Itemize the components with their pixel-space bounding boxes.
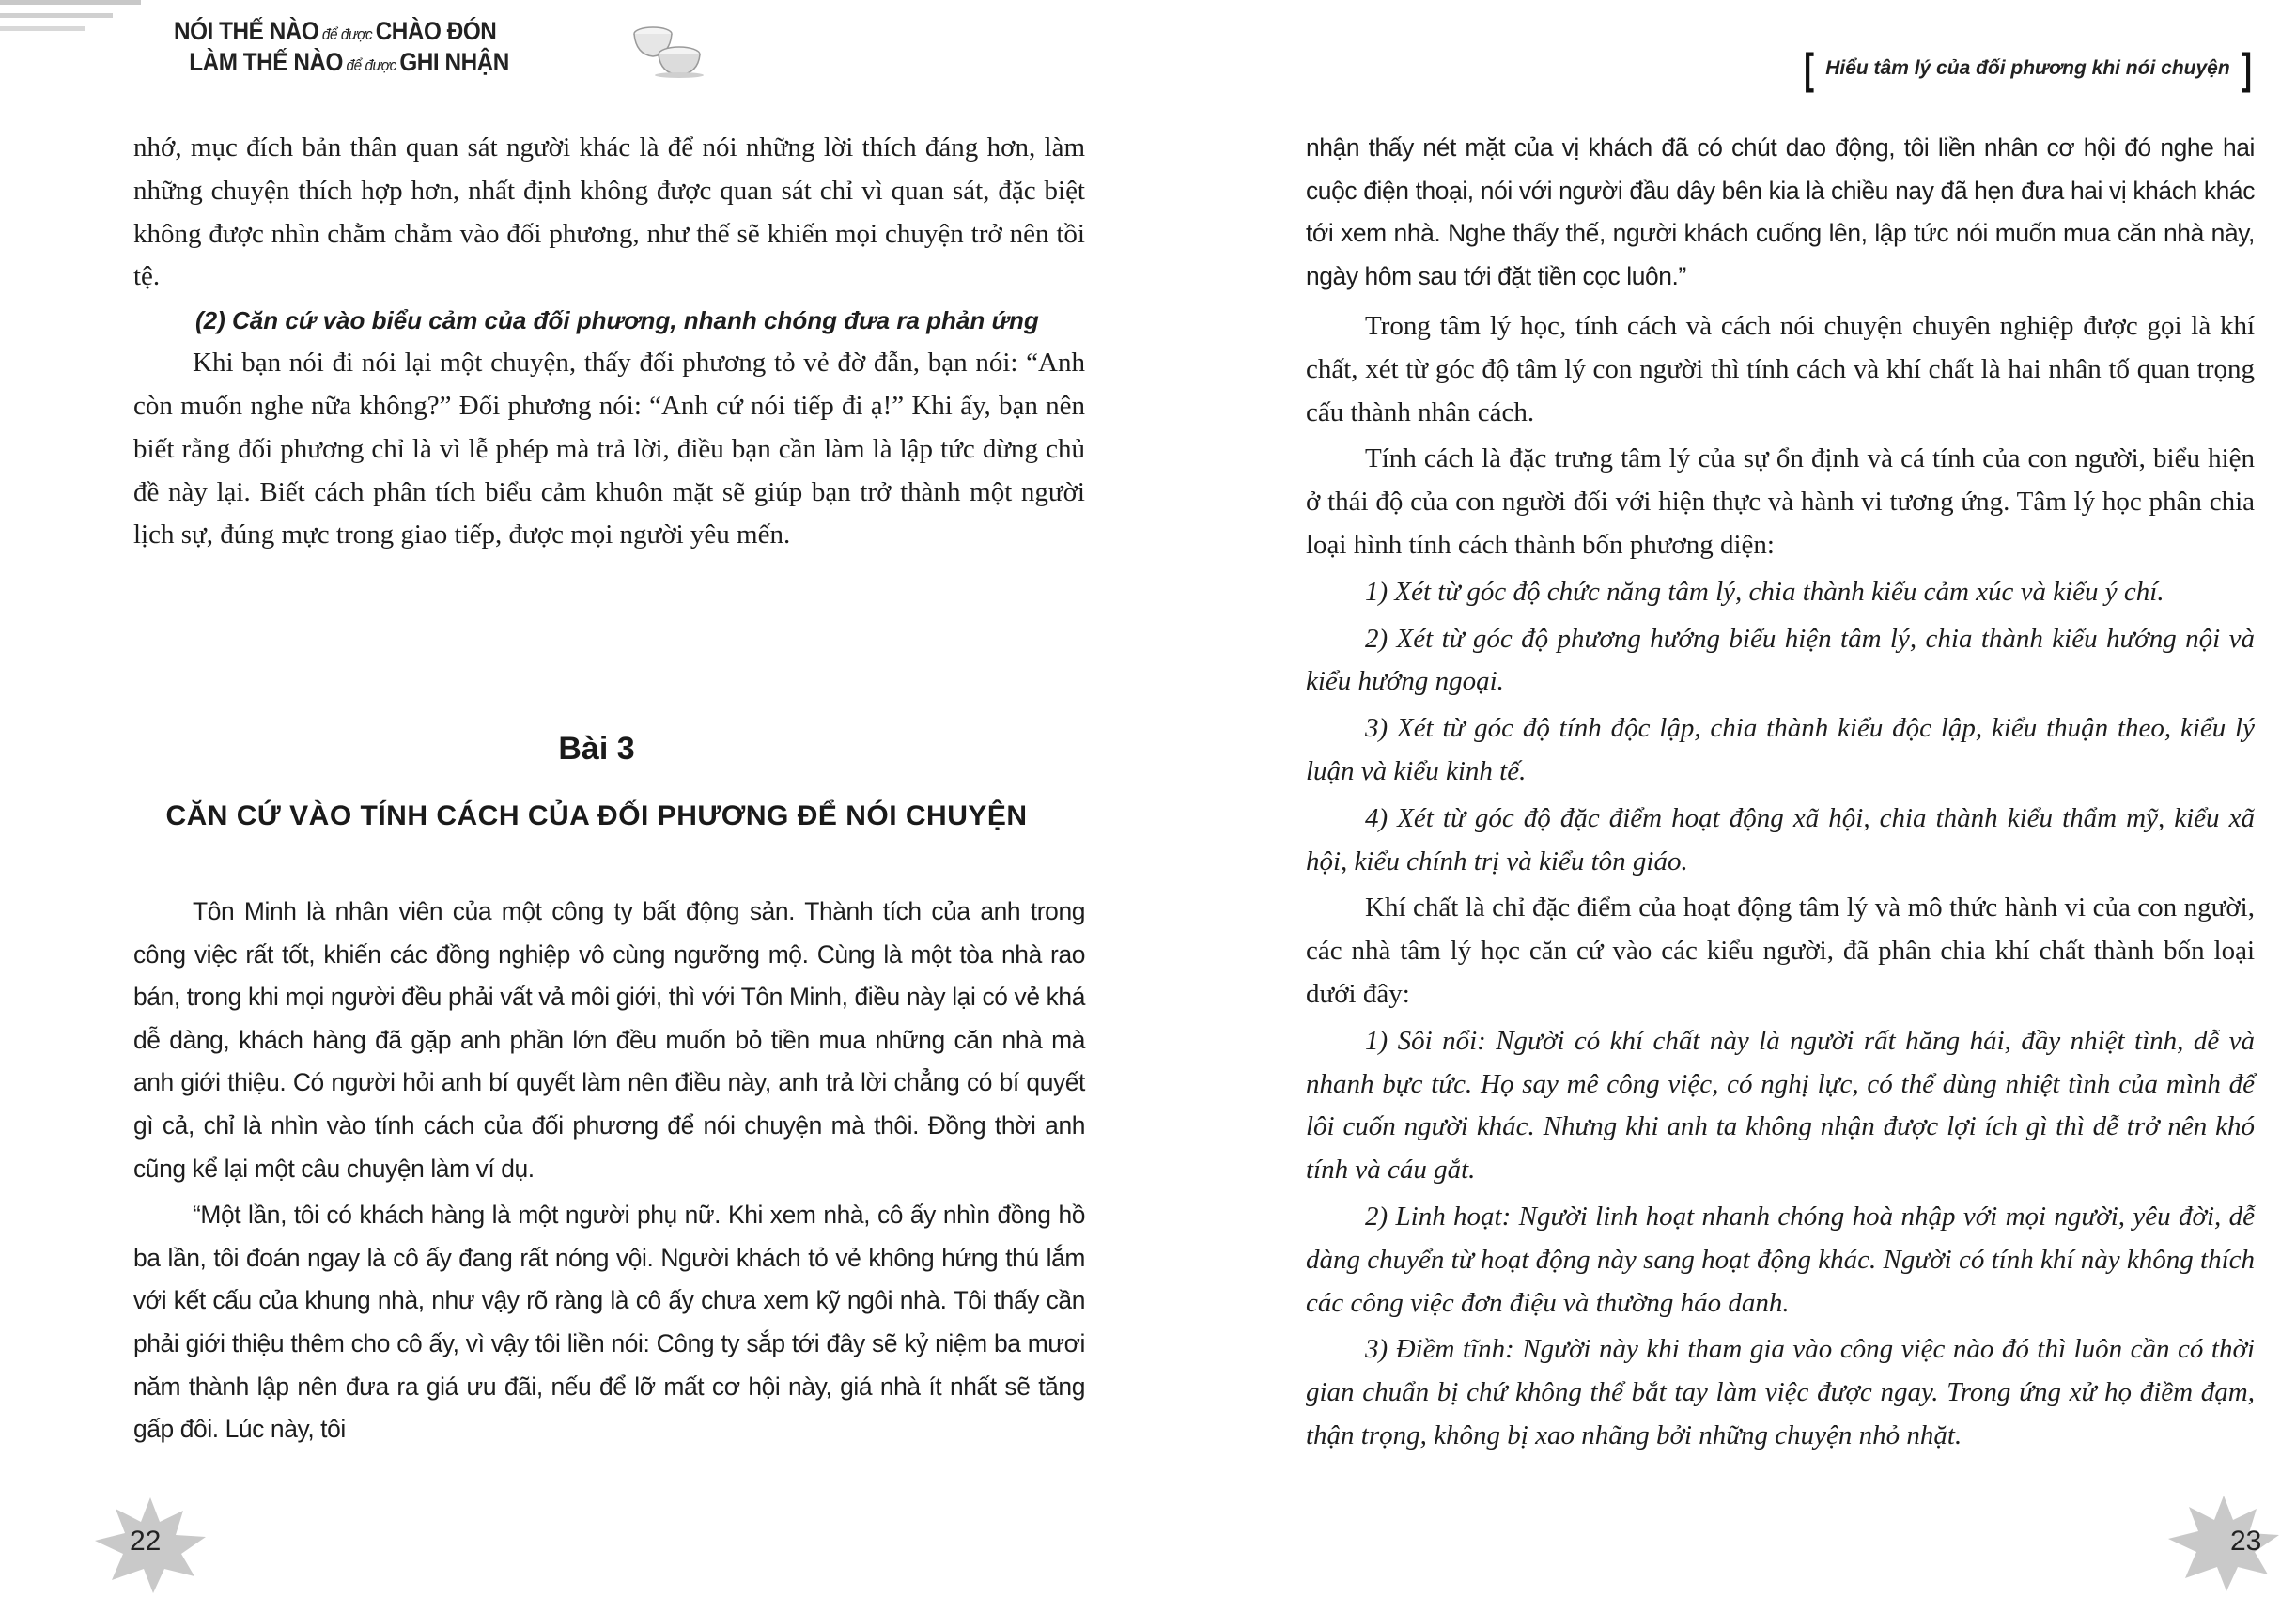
paragraph: “Một lần, tôi có khách hàng là một người phụ nữ. Khi xem nhà, cô ấy nhìn đồng hồ ba lần, tôi đoán ngay là cô ấy đang rất nóng vội. Người khách tỏ vẻ không hứng thú lắm với kết cấu của khung nhà, như vậy rõ ràng là cô ấy chưa xem kỹ ngôi nhà. Tôi thấy cần phải giới thiệu thêm cho cô ấy, vì vậy tôi liền nói: Công ty sắp tới đây sẽ kỷ niệm ba mươi năm thành lập nên đưa ra giá ưu đãi, nếu để lỡ mất cơ hội này, giá nhà ít nhất sẽ tăng gấp đôi. Lúc này, tôi: [133, 1201, 1085, 1444]
sub-heading: (2) Căn cứ vào biểu cảm của đối phương, nhanh chóng đưa ra phản ứng: [195, 306, 1039, 335]
bracket-right: ]: [2241, 44, 2252, 93]
page-number: 23: [2230, 1526, 2262, 1557]
series-title-part: để được: [346, 56, 396, 74]
right-page: [1148, 0, 2296, 1593]
left-page: [0, 0, 1148, 1593]
series-title-part: để được: [321, 25, 373, 43]
paragraph: nhớ, mục đích bản thân quan sát người khác là để nói những lời thích đáng hơn, làm những chuyện thích hợp hơn, nhất định không được quan sát chỉ vì quan sát, đặc biệt không được nhìn chằm chằm vào đối phương, như thế sẽ khiến mọi chuyện trở nên tồi tệ.: [133, 132, 1085, 292]
header-decoration-bars: [0, 0, 141, 39]
bracket-left: [: [1804, 44, 1814, 93]
list-item: 3) Xét từ góc độ tính độc lập, chia thành kiểu độc lập, kiểu thuận theo, kiểu lý luận và kiểu kinh tế.: [1306, 713, 2255, 786]
left-body-top: [133, 127, 1085, 557]
right-body: [1306, 305, 2255, 1458]
paragraph: Trong tâm lý học, tính cách và cách nói chuyện chuyên nghiệp được gọi là khí chất, xét từ góc độ tâm lý con người thì tính cách và khí chất là hai nhân tố quan trọng cấu thành nhân cách.: [1306, 311, 2255, 427]
paragraph: Tính cách là đặc trưng tâm lý của sự ổn định và cá tính của con người, biểu hiện ở thái độ của con người đối với hiện thực và hành vi tương ứng. Tâm lý học phân chia loại hình tính cách thành bốn phương diện:: [1306, 443, 2255, 560]
chapter-header: [1802, 44, 2254, 93]
series-title-part: CHÀO ĐÓN: [375, 17, 497, 45]
series-title: [174, 17, 509, 79]
paragraph: Khi bạn nói đi nói lại một chuyện, thấy đối phương tỏ vẻ đờ đẫn, bạn nói: “Anh còn muốn nghe nữa không?” Đối phương nói: “Anh cứ nói tiếp đi ạ!” Khi ấy, bạn nên biết rằng đối phương chỉ là vì lễ phép mà trả lời, điều bạn cần làm là lập tức dừng chủ đề này lại. Biết cách phân tích biểu cảm khuôn mặt sẽ giúp bạn trở thành một người lịch sự, đúng mực trong giao tiếp, được mọi người yêu mến.: [133, 348, 1085, 550]
series-title-part: LÀM THẾ NÀO: [189, 48, 343, 76]
right-body-story: [1306, 127, 2255, 298]
list-item: 3) Điềm tĩnh: Người này khi tham gia vào công việc nào đó thì luôn cần có thời gian chuẩn bị chứ không thể bắt tay làm việc được ngay. Trong ứng xử họ điềm đạm, thận trọng, không bị xao nhãng bởi những chuyện nhỏ nhặt.: [1306, 1334, 2255, 1450]
chapter-title: Hiểu tâm lý của đối phương khi nói chuyện: [1825, 57, 2230, 79]
list-item: 4) Xét từ góc độ đặc điểm hoạt động xã hội, chia thành kiểu thẩm mỹ, kiểu xã hội, kiểu chính trị và kiểu tôn giáo.: [1306, 802, 2255, 876]
paragraph: nhận thấy nét mặt của vị khách đã có chút dao động, tôi liền nhân cơ hội đó nghe hai cuộc điện thoại, nói với người đầu dây bên kia là chiều nay đã hẹn đưa hai vị khách khác tới xem nhà. Nghe thấy thế, người khách cuống lên, lập tức nói muốn mua căn nhà này, ngày hôm sau tới đặt tiền cọc luôn.”: [1306, 133, 2255, 290]
list-item: 2) Linh hoạt: Người linh hoạt nhanh chóng hoà nhập với mọi người, yêu đời, dễ dàng chuyển từ hoạt động này sang hoạt động khác. Người có tính khí này không thích các công việc đơn điệu và thường háo danh.: [1306, 1201, 2255, 1318]
series-title-part: NÓI THẾ NÀO: [174, 17, 319, 45]
maple-leaf-icon: [2163, 1492, 2285, 1595]
list-item: 1) Sôi nổi: Người có khí chất này là người rất hăng hái, đầy nhiệt tình, dễ và nhanh bực tức. Họ say mê công việc, có nghị lực, có thể dùng nhiệt tình của mình để lôi cuốn người khác. Nhưng khi anh ta không nhận được lợi ích gì thì dễ trở nên khó tính và cáu gắt.: [1306, 1025, 2255, 1186]
series-title-part: GHI NHẬN: [399, 48, 509, 76]
tea-cups-icon: [625, 13, 707, 79]
paragraph: Tôn Minh là nhân viên của một công ty bất động sản. Thành tích của anh trong công việc rất tốt, khiến các đồng nghiệp vô cùng ngưỡng mộ. Cùng là một tòa nhà rao bán, trong khi mọi người đều phải vất vả môi giới, thì với Tôn Minh, điều này lại có vẻ khá dễ dàng, khách hàng đã gặp anh phần lớn đều muốn bỏ tiền mua những căn nhà mà anh giới thiệu. Có người hỏi anh bí quyết làm nên điều này, anh trả lời chẳng có bí quyết gì cả, chỉ là nhìn vào tính cách của đối phương để nói chuyện mà thôi. Đồng thời anh cũng kể lại một câu chuyện làm ví dụ.: [133, 897, 1085, 1183]
page-number: 22: [130, 1526, 162, 1557]
left-body-story: [133, 891, 1085, 1451]
paragraph: Khí chất là chỉ đặc điểm của hoạt động tâm lý và mô thức hành vi của con người, các nhà tâm lý học căn cứ vào các kiểu người, đã phân chia khí chất thành bốn loại dưới đây:: [1306, 892, 2255, 1009]
list-item: 1) Xét từ góc độ chức năng tâm lý, chia thành kiểu cảm xúc và kiểu ý chí.: [1365, 576, 2164, 607]
list-item: 2) Xét từ góc độ phương hướng biểu hiện tâm lý, chia thành kiểu hướng nội và kiểu hướng ngoại.: [1306, 623, 2255, 697]
lesson-number: Bài 3: [558, 731, 635, 767]
lesson-title: CĂN CỨ VÀO TÍNH CÁCH CỦA ĐỐI PHƯƠNG ĐỂ NÓI CHUYỆN: [165, 800, 1028, 831]
